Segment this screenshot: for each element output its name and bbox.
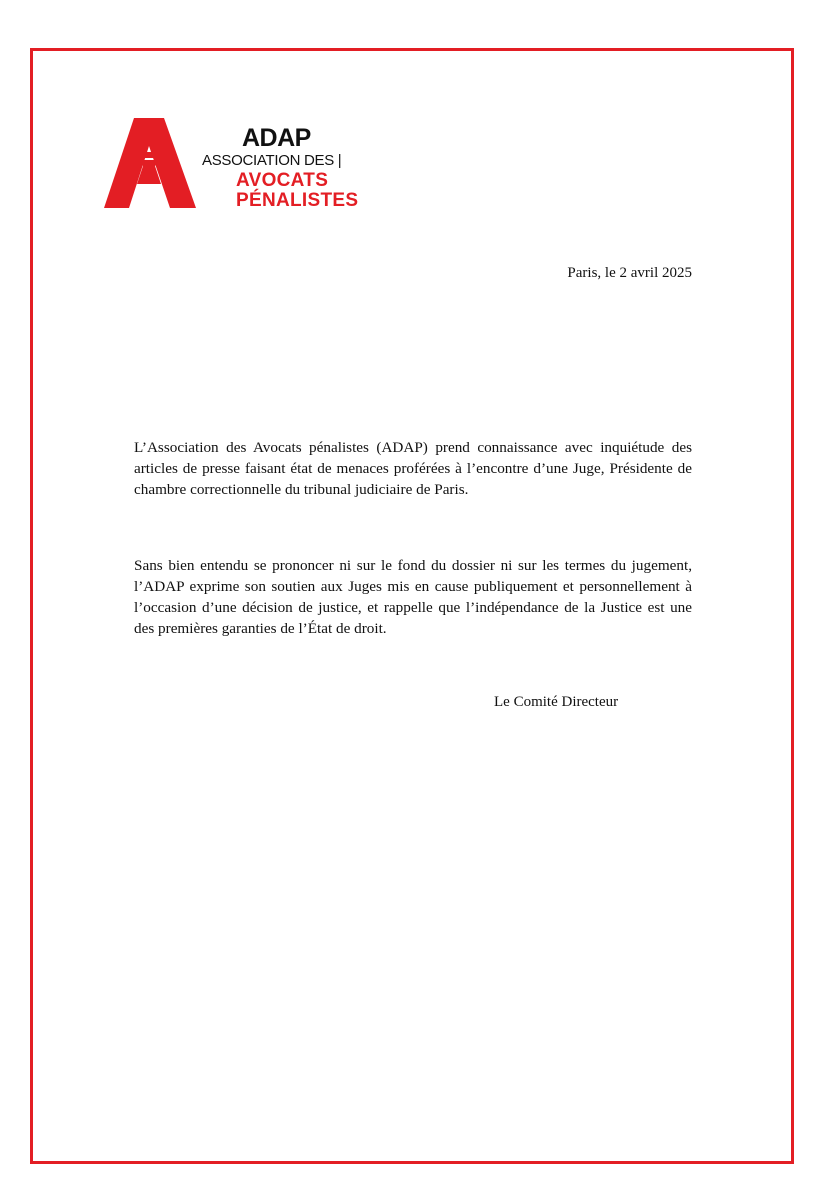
logo-line-avocats: AVOCATS [236, 170, 329, 191]
letter-date: Paris, le 2 avril 2025 [567, 265, 692, 281]
letter-signature: Le Comité Directeur [494, 694, 619, 710]
logo-line-association: ASSOCIATION DES | [202, 152, 342, 169]
adap-logo [104, 116, 364, 211]
letter-paragraph-2: Sans bien entendu se prononcer ni sur le fond du dossier ni sur les termes du jugement, l’ADAP exprime son soutien aux Juges mis en cause publiquement et personnellement à l’occasion d’une décision de justice, et rappelle que l’indépendance de la Justice est une des premières garanties de l’État de droit. [134, 557, 692, 638]
logo-acronym: ADAP [242, 124, 311, 152]
red-letter-a-logo [104, 116, 204, 211]
logo-line-penalistes: PÉNALISTES [236, 190, 359, 211]
letter-paragraph-1: L’Association des Avocats pénalistes (ADAP) prend connaissance avec inquiétude des articles de presse faisant état de menaces proférées à l’encontre d’une Juge, Présidente de chambre correctionnelle du tribunal judiciaire de Paris. [134, 439, 692, 499]
